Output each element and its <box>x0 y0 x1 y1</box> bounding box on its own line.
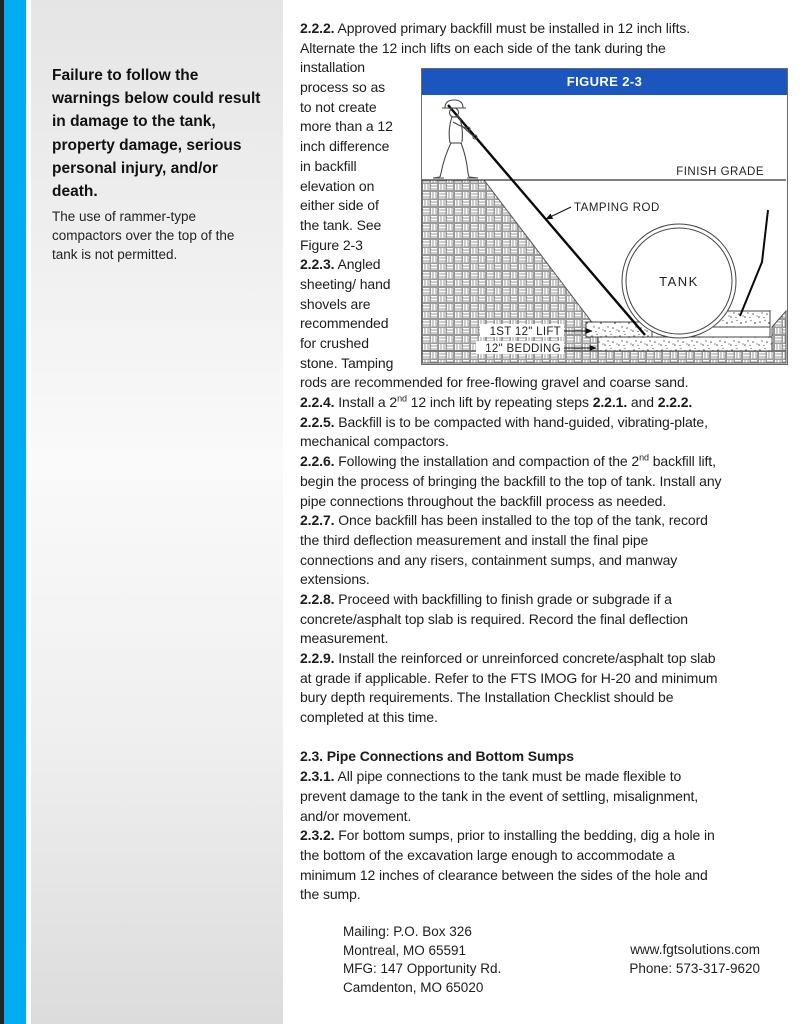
text-line: begin the process of bringing the backfill to the top of tank. Install any <box>300 472 722 489</box>
text-line: 2.2.5. Backfill is to be compacted with hand-guided, vibrating-plate, <box>300 413 708 430</box>
footer-line: Mailing: P.O. Box 326 <box>343 924 472 939</box>
first-lift-label: 1ST 12" LIFT <box>489 326 561 338</box>
figure-drawing <box>422 95 787 364</box>
text-line: for crushed <box>300 335 369 351</box>
text-line: 2.2.8. Proceed with backfilling to finish grade or subgrade if a <box>300 590 672 607</box>
warning-line: Failure to follow the <box>52 67 199 84</box>
warning-line: personal injury, and/or <box>52 159 218 177</box>
text-line: concrete/asphalt top slab is required. Record the final deflection <box>300 610 688 627</box>
warning-line: property damage, serious <box>52 136 242 154</box>
text-line: more than a 12 <box>300 118 393 135</box>
footer-line: www.fgtsolutions.com <box>630 942 760 957</box>
text-line: 2.2.6. Following the installation and compaction of the 2nd backfill lift, <box>300 452 716 470</box>
footer-line: Camdenton, MO 65020 <box>343 979 484 995</box>
text-line: the tank. See <box>300 216 382 233</box>
text-line: bury depth requirements. The Installation Checklist should be <box>300 689 674 706</box>
figure-title-bar: FIGURE 2-3 <box>422 69 787 95</box>
note-line: The use of rammer-type <box>52 209 197 224</box>
text-line: mechanical compactors. <box>300 433 449 450</box>
text-line: the sump. <box>300 886 361 903</box>
warning-line: in damage to the tank, <box>52 113 216 131</box>
footer-line: Phone: 573-317-9620 <box>629 960 760 976</box>
text-line: the third deflection measurement and install the final pipe <box>300 531 649 548</box>
text-line: either side of <box>300 197 379 214</box>
text-line: minimum 12 inches of clearance between the sides of the hole and <box>300 866 708 883</box>
tank-label: TANK <box>659 274 699 289</box>
text-line: 2.3.1. All pipe connections to the tank must be made flexible to <box>300 768 682 785</box>
bedding-layer <box>598 337 772 351</box>
footer-line: MFG: 147 Opportunity Rd. <box>343 961 502 977</box>
finish-grade-label: FINISH GRADE <box>676 166 764 178</box>
warning-line: death. <box>52 183 98 201</box>
text-line: connections and any risers, containment sumps, and manway <box>300 551 678 568</box>
tamping-rod-line-right <box>740 210 768 316</box>
tamping-rod-leader <box>546 207 571 219</box>
note-line: compactors over the top of the <box>52 228 235 243</box>
text-line: completed at this time. <box>300 709 438 726</box>
text-line: 2.2.2. Approved primary backfill must be installed in 12 inch lifts. <box>300 20 691 36</box>
text-line: 2.2.9. Install the reinforced or unreinforced concrete/asphalt top slab <box>300 650 716 666</box>
text-line: process so as <box>300 79 386 96</box>
text-line: elevation on <box>300 177 375 194</box>
right-wall-hatch <box>772 311 786 351</box>
bedding-label: 12" BEDDING <box>485 343 561 355</box>
text-line: at grade if applicable. Refer to the FTS IMOG for H-20 and minimum <box>300 669 718 686</box>
footer-line: Montreal, MO 65591 <box>343 942 467 958</box>
text-line: shovels are <box>300 295 371 312</box>
text-line: stone. Tamping <box>300 354 394 371</box>
tamping-rod-label: TAMPING ROD <box>574 202 660 214</box>
text-line: 2.2.3. Angled <box>300 256 381 273</box>
text-line: inch difference <box>300 138 390 155</box>
text-line: rods are recommended for free-flowing gravel and coarse sand. <box>300 374 689 391</box>
text-line: recommended <box>300 315 389 332</box>
warning-line: warnings below could result <box>52 90 261 108</box>
text-line: extensions. <box>300 571 370 588</box>
footer-contact <box>460 941 760 978</box>
text-line: 2.2.4. Install a 2nd 12 inch lift by repeating steps 2.2.1. and 2.2.2. <box>300 393 693 411</box>
text-line: pipe connections throughout the backfill process as needed. <box>300 492 667 509</box>
figure-2-3 <box>421 68 788 365</box>
text-line: measurement. <box>300 630 389 647</box>
text-line: in backfill <box>300 157 357 174</box>
note-text <box>52 207 280 264</box>
text-line: 2.2.7. Once backfill has been installed to the top of the tank, record <box>300 512 708 529</box>
text-line: sheeting/ hand <box>300 275 391 292</box>
text-line: prevent damage to the tank in the event of settling, misalignment, <box>300 787 699 804</box>
text-line <box>300 728 795 748</box>
note-line: tank is not permitted. <box>52 247 178 262</box>
text-line: 2.3. Pipe Connections and Bottom Sumps <box>300 748 574 765</box>
text-line: 2.3.2. For bottom sumps, prior to installing the bedding, dig a hole in <box>300 827 715 844</box>
text-line: Alternate the 12 inch lifts on each side of the tank during the <box>300 39 666 56</box>
warning-text <box>52 64 280 203</box>
text-line: installation <box>300 59 365 76</box>
accent-bar <box>4 0 26 1024</box>
text-line: Figure 2-3 <box>300 236 363 253</box>
text-line: and/or movement. <box>300 807 412 824</box>
worker-figure <box>433 100 478 178</box>
text-line: to not create <box>300 98 377 115</box>
text-line: the bottom of the excavation large enough to accommodate a <box>300 846 675 863</box>
